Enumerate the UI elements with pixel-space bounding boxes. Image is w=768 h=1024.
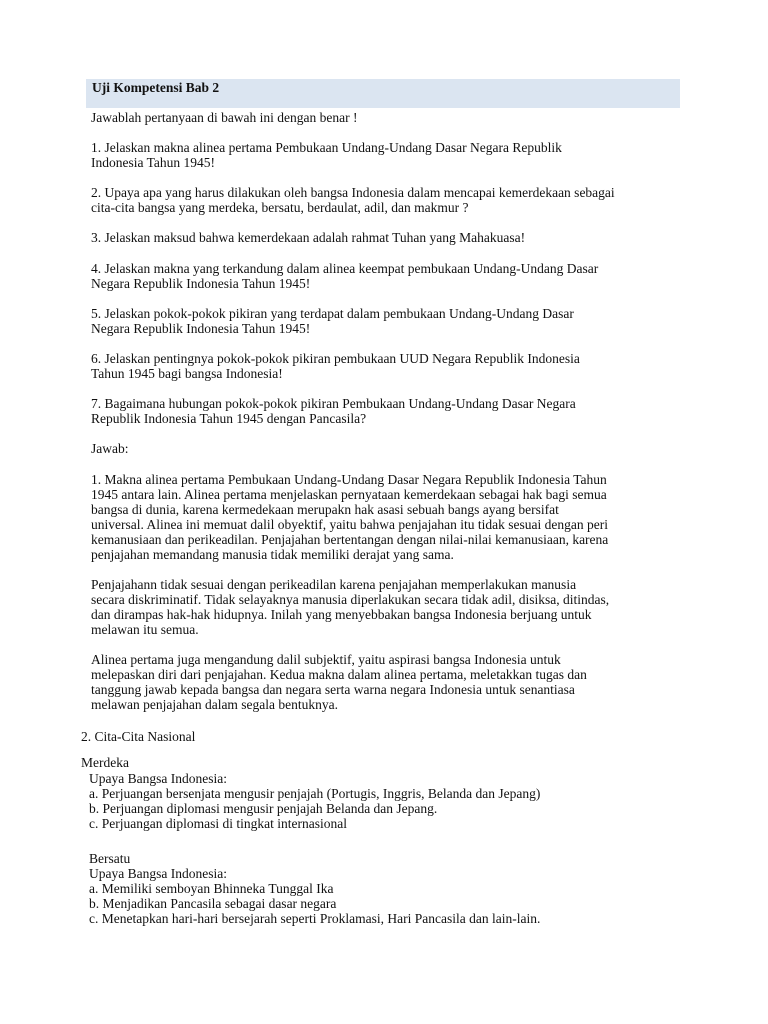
question-line: Indonesia Tahun 1945!: [91, 155, 216, 171]
merdeka-list: [89, 771, 540, 831]
question-7: [91, 396, 576, 426]
answer-heading: [91, 441, 129, 456]
bersatu-title: Bersatu: [89, 851, 131, 866]
question-line: 7. Bagaimana hubungan pokok-pokok pikiran Pembukaan Undang-Undang Dasar Negara: [91, 396, 576, 411]
question-5: [91, 306, 574, 336]
paragraph-line: Penjajahann tidak sesuai dengan perikeadilan karena penjajahan memperlakukan manusia: [91, 577, 577, 592]
answer-1-paragraph-1: [91, 472, 608, 563]
list-item: c. Perjuangan diplomasi di tingkat internasional: [89, 816, 347, 832]
bersatu-list: [89, 851, 540, 926]
instruction: [91, 110, 358, 125]
paragraph-line: kemanusiaan dan perikeadilan. Penjajahan bertentangan dengan nilai-nilai kemanusiaan, karena: [91, 532, 609, 548]
paragraph-line: bangsa di dunia, karena kermedekaan merupakn hak asasi sebuah bangs ayang bersifat: [91, 502, 559, 518]
list-item: b. Perjuangan diplomasi mengusir penjajah Belanda dan Jepang.: [89, 801, 438, 817]
question-line: Tahun 1945 bagi bangsa Indonesia!: [91, 366, 283, 382]
question-line: Negara Republik Indonesia Tahun 1945!: [91, 321, 311, 337]
question-line: cita-cita bangsa yang merdeka, bersatu, berdaulat, adil, dan makmur ?: [91, 200, 469, 216]
paragraph-line: melepaskan diri dari penjajahan. Kedua makna dalam alinea pertama, meletakkan tugas dan: [91, 667, 587, 683]
question-3: [91, 230, 525, 245]
merdeka-subtitle: Upaya Bangsa Indonesia:: [89, 771, 227, 786]
answer-1-paragraph-2: [91, 577, 609, 637]
paragraph-line: Alinea pertama juga mengandung dalil subjektif, yaitu aspirasi bangsa Indonesia untuk: [91, 652, 561, 667]
paragraph-line: universal. Alinea ini memuat dalil obyektif, yaitu bahwa penjajahan itu tidak sesuai dengan peri: [91, 517, 608, 533]
question-line: 3. Jelaskan maksud bahwa kemerdekaan adalah rahmat Tuhan yang Mahakuasa!: [91, 230, 526, 245]
question-line: 4. Jelaskan makna yang terkandung dalam alinea keempat pembukaan Undang-Undang Dasar: [91, 261, 599, 276]
list-item: c. Menetapkan hari-hari bersejarah seperti Proklamasi, Hari Pancasila dan lain-lain.: [89, 911, 541, 927]
merdeka-title: [81, 755, 129, 770]
paragraph-line: 1945 antara lain. Alinea pertama menjelaskan pernyataan kemerdekaan sebagai hak bagi semua: [91, 487, 607, 503]
answer-heading-text: Jawab:: [91, 441, 129, 456]
answer-2-heading: [81, 729, 195, 744]
question-line: 2. Upaya apa yang harus dilakukan oleh bangsa Indonesia dalam mencapai kemerdekaan sebagai: [91, 185, 615, 200]
paragraph-line: penjajahan memandang manusia tidak memiliki derajat yang sama.: [91, 547, 454, 563]
answer-1-paragraph-3: [91, 652, 587, 712]
question-line: 1. Jelaskan makna alinea pertama Pembukaan Undang-Undang Dasar Negara Republik: [91, 140, 562, 155]
document-title: Uji Kompetensi Bab 2: [92, 80, 220, 95]
question-line: Negara Republik Indonesia Tahun 1945!: [91, 276, 311, 292]
list-item: b. Menjadikan Pancasila sebagai dasar negara: [89, 896, 337, 912]
paragraph-line: dan dirampas hak-hak hidupnya. Inilah yang menyebbakan bangsa Indonesia berjuang untuk: [91, 607, 592, 623]
list-item: a. Perjuangan bersenjata mengusir penjajah (Portugis, Inggris, Belanda dan Jepang): [89, 786, 541, 802]
bersatu-subtitle: Upaya Bangsa Indonesia:: [89, 866, 227, 882]
question-line: 5. Jelaskan pokok-pokok pikiran yang terdapat dalam pembukaan Undang-Undang Dasar: [91, 306, 574, 321]
paragraph-line: tanggung jawab kepada bangsa dan negara serta warna negara Indonesia untuk senantiasa: [91, 682, 575, 698]
paragraph-line: secara diskriminatif. Tidak selayaknya manusia diperlakukan secara tidak adil, disiksa, ditindas,: [91, 592, 610, 608]
paragraph-line: melawan penjajahan dalam segala bentuknya.: [91, 697, 339, 713]
question-1: [91, 140, 562, 170]
paragraph-line: melawan itu semua.: [91, 622, 199, 638]
question-line: 6. Jelaskan pentingnya pokok-pokok pikiran pembukaan UUD Negara Republik Indonesia: [91, 351, 580, 366]
merdeka-title-text: Merdeka: [81, 755, 129, 770]
question-4: [91, 261, 598, 291]
question-line: Republik Indonesia Tahun 1945 dengan Pancasila?: [91, 411, 367, 427]
question-6: [91, 351, 580, 381]
answer-2-heading-text: 2. Cita-Cita Nasional: [81, 729, 196, 744]
paragraph-line: 1. Makna alinea pertama Pembukaan Undang-Undang Dasar Negara Republik Indonesia Tahun: [91, 472, 607, 487]
instruction-text: Jawablah pertanyaan di bawah ini dengan benar !: [91, 110, 358, 125]
question-2: [91, 185, 615, 215]
list-item: a. Memiliki semboyan Bhinneka Tunggal Ika: [89, 881, 334, 897]
